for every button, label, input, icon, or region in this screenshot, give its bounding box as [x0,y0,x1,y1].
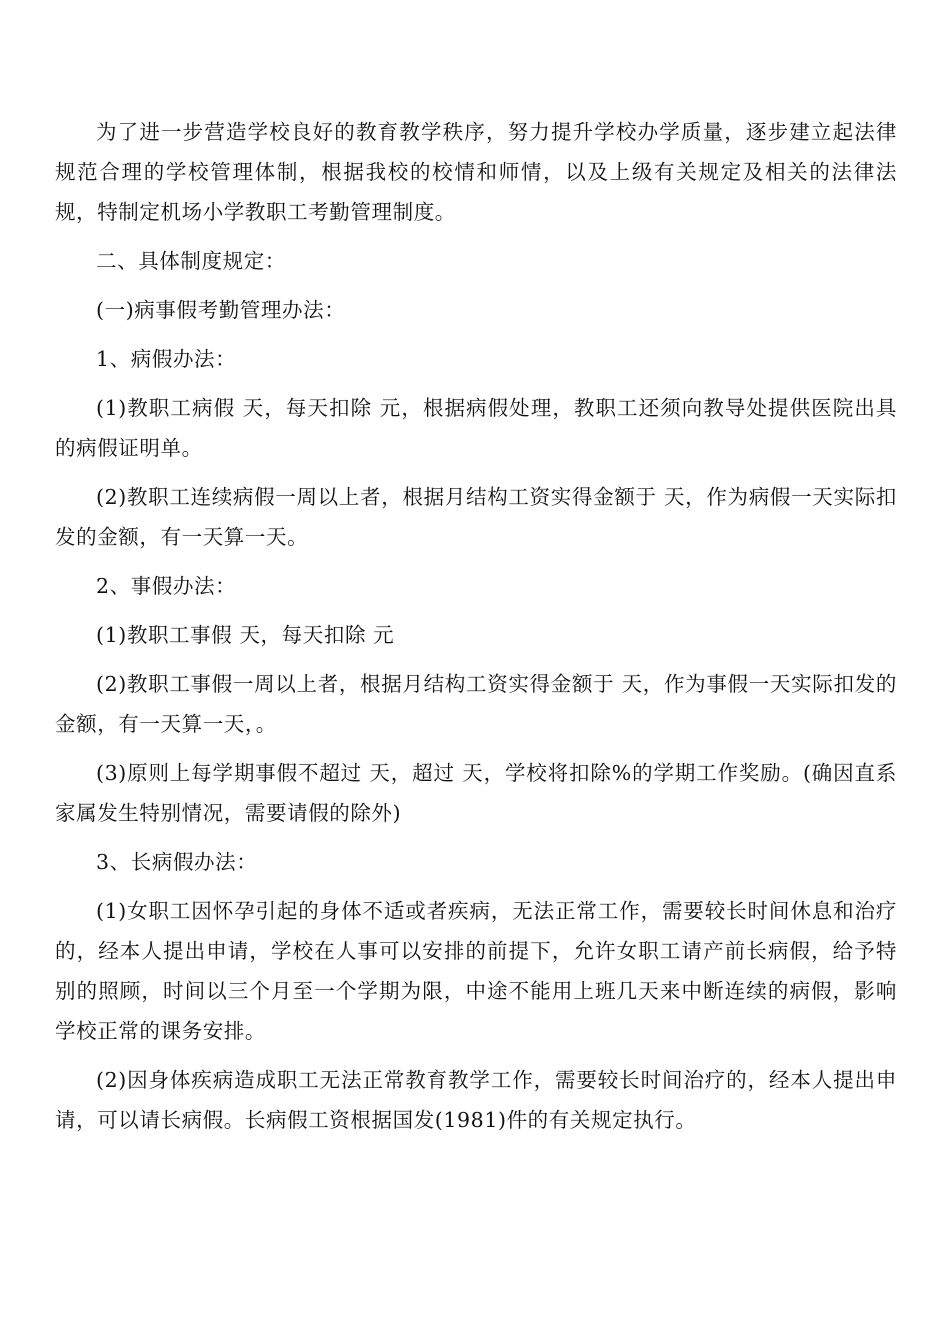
personal-leave-rule-1: (1)教职工事假 天，每天扣除 元 [96,623,395,647]
long-sick-leave-rule-2: (2)因身体疾病造成职工无法正常教育教学工作，需要较长时间治疗的，经本人提出申请，可以请长病假。长病假工资根据国发(1981)件的有关规定执行。 [55,1068,897,1132]
section-heading-specific-rules: 二、具体制度规定： [96,249,286,273]
sick-leave-rule-2: (2)教职工连续病假一周以上者，根据月结构工资实得金额于 天，作为病假一天实际扣发的金额，有一天算一天。 [55,485,897,549]
sick-leave-rule-1: (1)教职工病假 天，每天扣除 元，根据病假处理，教职工还须向教导处提供医院出具的病假证明单。 [55,396,897,460]
heading-sick-leave: 1、病假办法： [96,347,237,371]
heading-personal-leave: 2、事假办法： [96,574,237,598]
personal-leave-rule-3: (3)原则上每学期事假不超过 天，超过 天，学校将扣除%的学期工作奖励。(确因直系家属发生特别情况，需要请假的除外) [55,761,897,825]
document-page [55,112,897,1149]
heading-long-sick-leave: 3、长病假办法： [96,850,258,874]
personal-leave-rule-2: (2)教职工事假一周以上者，根据月结构工资实得金额于 天，作为事假一天实际扣发的金额，有一天算一天，。 [55,672,897,736]
long-sick-leave-rule-1: (1)女职工因怀孕引起的身体不适或者疾病，无法正常工作，需要较长时间休息和治疗的，经本人提出申请，学校在人事可以安排的前提下，允许女职工请产前长病假，给予特别的照顾，时间以三个月至一个学期为限，中途不能用上班几天来中断连续的病假，影响学校正常的课务安排。 [55,899,897,1043]
subsection-heading-leave-attendance: (一)病事假考勤管理办法： [96,298,346,322]
intro-paragraph: 为了进一步营造学校良好的教育教学秩序，努力提升学校办学质量，逐步建立起法律规范合理的学校管理体制，根据我校的校情和师情，以及上级有关规定及相关的法律法规，特制定机场小学教职工考勤管理制度。 [55,120,897,224]
